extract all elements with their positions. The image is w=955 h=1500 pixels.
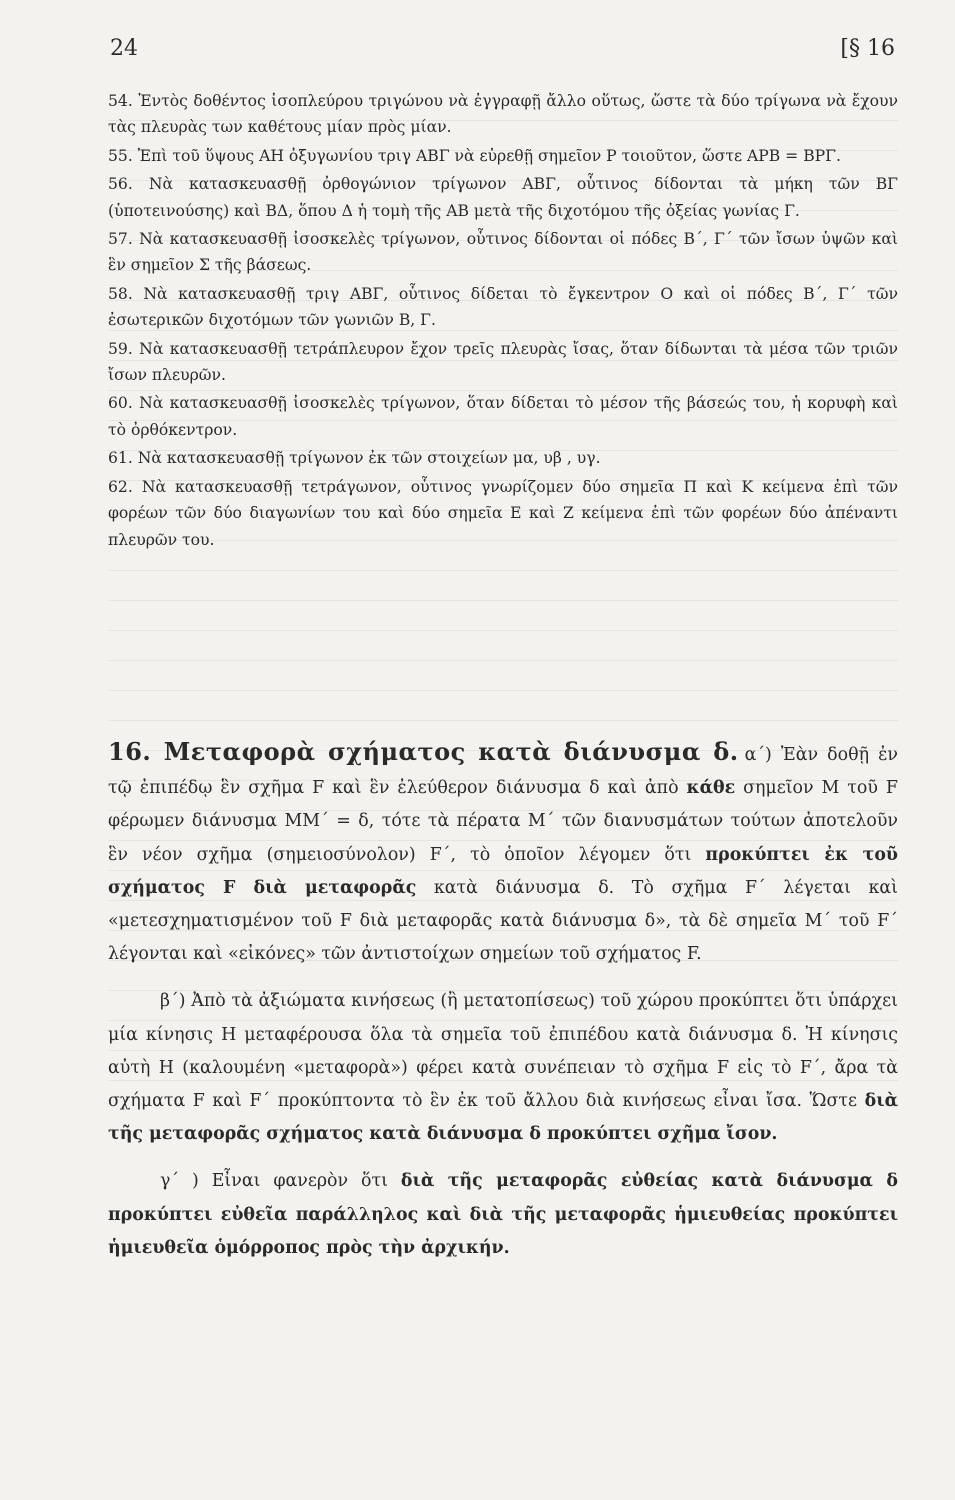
exercise-text: Νὰ κατασκευασθῇ ἰσοσκελὲς τρίγωνον, ὅταν δίδεται τὸ μέσον τῆς βάσεώς του, ἡ κορυφὴ καὶ τὸ ὀρθόκεντρον.: [108, 394, 898, 439]
section-heading: [108, 737, 739, 766]
text-run: β΄) Ἀπὸ τὰ ἀξιώματα κινήσεως (ἢ μετατοπίσεως) τοῦ χώρου προκύπτει ὅτι ὑπάρχει μία κίνησις Η μεταφέρουσα ὅλα τὰ σημεῖα τοῦ ἐπιπέδου κατὰ διάνυσμα δ. Ἡ κίνησις αὐτὴ Η (καλουμένη «μεταφορὰ») φέρει κατὰ συνέπειαν τὸ σχῆμα F εἰς τὸ F΄, ἄρα τὰ σχήματα F καὶ F΄ προκύπτοντα τὸ ἓν ἐκ τοῦ ἄλλου διὰ κινήσεως εἶναι ἴσα. Ὥστε: [108, 991, 898, 1112]
emphasis: διὰ τῆς μεταφορᾶς εὐθείας κατὰ διάνυσμα δ προκύπτει εὐθεῖα παράλληλος καὶ διὰ τῆς μεταφορᾶς ἡμιευθείας προκύπτει ἡμιευθεῖα ὁμόρροπος πρὸς τὴν ἀρχικήν.: [108, 1171, 898, 1258]
exercise-text: Νὰ κατασκευασθῇ ἰσοσκελὲς τρίγωνον, οὗτινος δίδονται οἱ πόδες Β΄, Γ΄ τῶν ἴσων ὑψῶν καὶ ἓν σημεῖον Σ τῆς βάσεως.: [108, 230, 898, 275]
exercise-text: Νὰ κατασκευασθῇ τετράπλευρον ἔχον τρεῖς πλευρὰς ἴσας, ὅταν δίδωνται τὰ μέσα τῶν τριῶν ἴσων πλευρῶν.: [108, 339, 898, 385]
page-number: 24: [110, 36, 138, 61]
exercise-55: [108, 143, 898, 169]
exercise-62: [108, 474, 898, 553]
emphasis: κάθε: [686, 778, 736, 799]
exercise-text: Νὰ κατασκευασθῇ τριγ ΑΒΓ, οὗτινος δίδεται τὸ ἔγκεντρον Ο καὶ οἱ πόδες Β΄, Γ΄ τῶν ἐσωτερικῶν διχοτόμων τῶν γωνιῶν Β, Γ.: [108, 284, 898, 330]
exercise-59: [108, 336, 898, 389]
exercise-number: 59.: [108, 339, 133, 358]
exercise-list: [108, 88, 898, 553]
exercise-number: 61.: [108, 449, 133, 468]
paragraph-c: [108, 1165, 898, 1265]
exercise-54: [108, 88, 898, 141]
text-run: σημεῖον Μ τοῦ F φέρωμεν διάνυσμα ΜΜ΄ = δ, τότε τὰ πέρατα Μ΄ τῶν διανυσμάτων τούτων ἀποτελοῦν ἓν νέον σχῆμα (σημειοσύνολον) F΄, τὸ ὁποῖον λέγομεν ὅτι: [108, 778, 898, 865]
exercise-text: Νὰ κατασκευασθῇ ὀρθογώνιον τρίγωνον ΑΒΓ, οὗτινος δίδονται τὰ μήκη τῶν ΒΓ (ὑποτεινούσης) καὶ ΒΔ, ὅπου Δ ἡ τομὴ τῆς ΑΒ μετὰ τῆς διχοτόμου τῆς ὀξείας γωνίας Γ.: [108, 175, 898, 220]
section-number: 16.: [108, 737, 152, 766]
paragraph-b: [108, 985, 898, 1151]
exercise-57: [108, 226, 898, 279]
emphasis: διὰ τῆς μεταφορᾶς σχήματος κατὰ διάνυσμα δ προκύπτει σχῆμα ἴσον.: [108, 1091, 898, 1145]
exercise-number: 60.: [108, 394, 133, 413]
exercise-text: Ἐπὶ τοῦ ὕψους ΑΗ ὀξυγωνίου τριγ ΑΒΓ νὰ εὑρεθῇ σημεῖον Ρ τοιοῦτον, ὥστε ΑΡΒ = ΒΡΓ.: [137, 146, 841, 165]
exercise-number: 62.: [108, 477, 133, 496]
section-title: Μεταφορὰ σχήματος κατὰ διάνυσμα δ.: [163, 737, 739, 766]
exercise-number: 57.: [108, 230, 133, 249]
section-reference: [§ 16: [840, 36, 895, 61]
emphasis: προκύπτει ἐκ τοῦ σχήματος F διὰ μεταφορᾶς: [108, 844, 898, 898]
exercise-number: 58.: [108, 284, 133, 303]
exercise-text: Ἐντὸς δοθέντος ἰσοπλεύρου τριγώνου νὰ ἐγγραφῇ ἄλλο οὕτως, ὥστε τὰ δύο τρίγωνα νὰ ἔχουν τὰς πλευρὰς των καθέτους μίαν πρὸς μίαν.: [108, 92, 898, 137]
text-run: α΄) Ἐὰν δοθῇ ἐν τῷ ἐπιπέδῳ ἓν σχῆμα F καὶ ἓν ἐλεύθερον διάνυσμα δ καὶ ἀπὸ: [108, 745, 898, 799]
paragraph-a: [108, 735, 898, 971]
section-16: [108, 735, 898, 1265]
text-run: κατὰ διάνυσμα δ. Τὸ σχῆμα F΄ λέγεται καὶ «μετεσχηματισμένον τοῦ F διὰ μεταφορᾶς κατὰ διάνυσμα δ», τὰ δὲ σημεῖα Μ΄ τοῦ F΄ λέγονται καὶ «εἰκόνες» τῶν ἀντιστοίχων σημείων τοῦ σχήματος F.: [108, 877, 898, 965]
exercise-number: 54.: [108, 92, 133, 110]
exercise-text: Νὰ κατασκευασθῇ τετράγωνον, οὗτινος γνωρίζομεν δύο σημεῖα Π καὶ Κ κείμενα ἐπὶ τῶν φορέων τῶν δύο διαγωνίων του καὶ δύο σημεῖα Ε καὶ Ζ κείμενα ἐπὶ τῶν φορέων δύο ἀπέναντι πλευρῶν του.: [108, 477, 898, 549]
exercise-58: [108, 281, 898, 334]
exercise-number: 56.: [108, 175, 133, 194]
text-run: γ΄ ) Εἶναι φανερὸν ὅτι: [160, 1171, 401, 1192]
exercise-number: 55.: [108, 146, 133, 165]
exercise-61: [108, 445, 898, 471]
exercise-56: [108, 171, 898, 224]
exercise-60: [108, 390, 898, 443]
exercise-text: Νὰ κατασκευασθῇ τρίγωνον ἐκ τῶν στοιχείων μα, υβ , υγ.: [137, 449, 601, 468]
